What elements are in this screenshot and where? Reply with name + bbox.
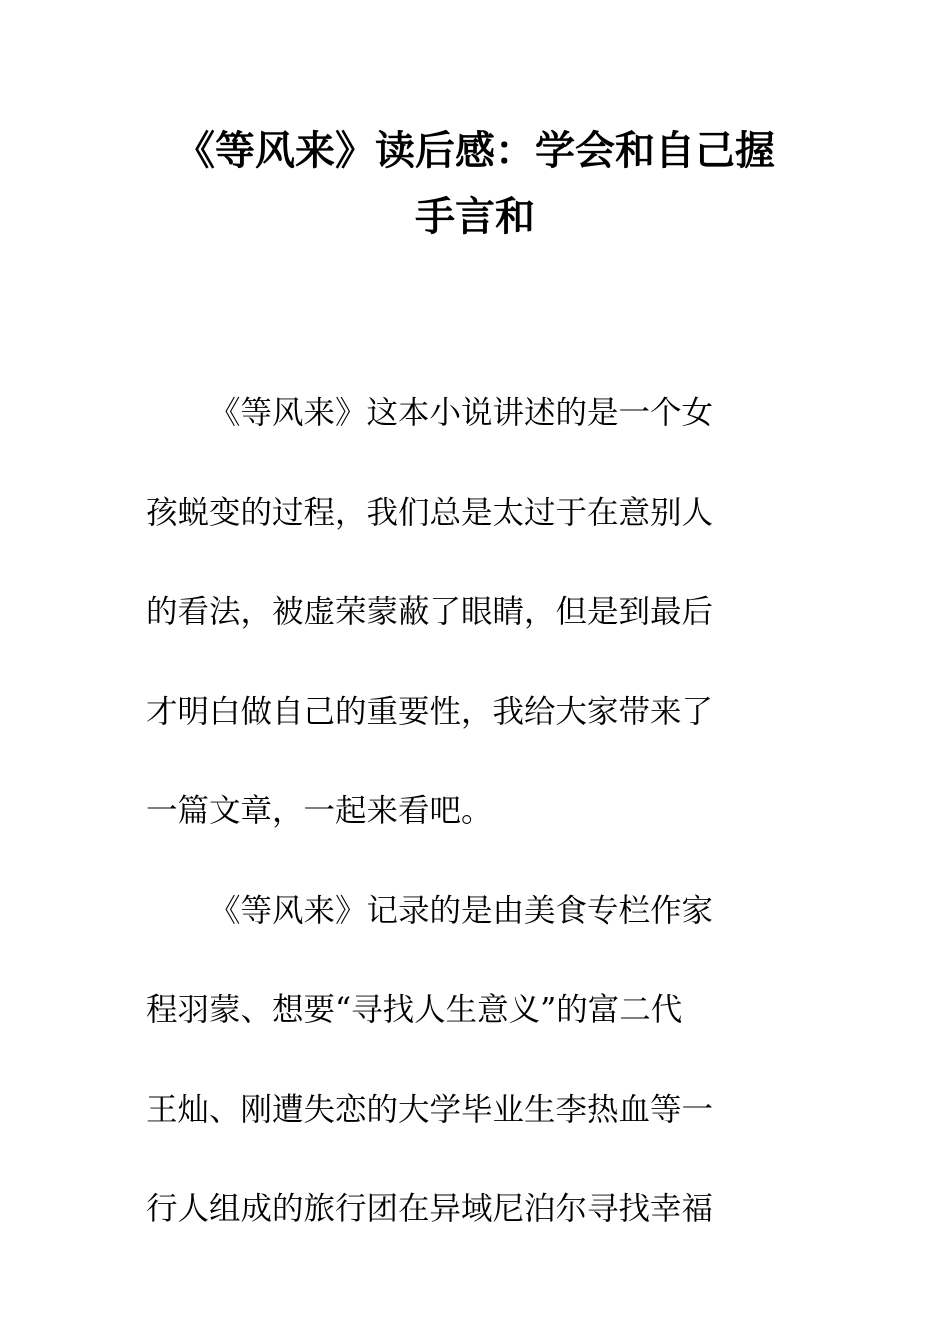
document-body (146, 364, 778, 1260)
paragraph-line: 《等风来》记录的是由美食专栏作家 (209, 892, 714, 929)
paragraph-line: 《等风来》这本小说讲述的是一个女 (209, 395, 714, 431)
paragraph-line: 孩蜕变的过程，我们总是太过于在意别人 (146, 494, 714, 531)
paragraph-line: 王灿、刚遭失恋的大学毕业生李热血等一 (146, 1091, 714, 1128)
paragraph-line: 的看法，被虚荣蒙蔽了眼睛，但是到最后 (146, 594, 714, 630)
paragraph-2 (146, 862, 778, 1260)
paragraph-line: 程羽蒙、想要“寻找人生意义”的富二代 (146, 992, 683, 1028)
paragraph-line: 一篇文章，一起来看吧。 (146, 793, 493, 829)
paragraph-line: 才明白做自己的重要性，我给大家带来了 (146, 693, 714, 730)
title-line-2: 手言和 (415, 194, 535, 240)
title-line-1: 《等风来》读后感：学会和自己握 (175, 128, 775, 174)
document-title (150, 118, 800, 250)
paragraph-1 (146, 364, 778, 862)
paragraph-line: 行人组成的旅行团在异域尼泊尔寻找幸福 (146, 1191, 714, 1227)
